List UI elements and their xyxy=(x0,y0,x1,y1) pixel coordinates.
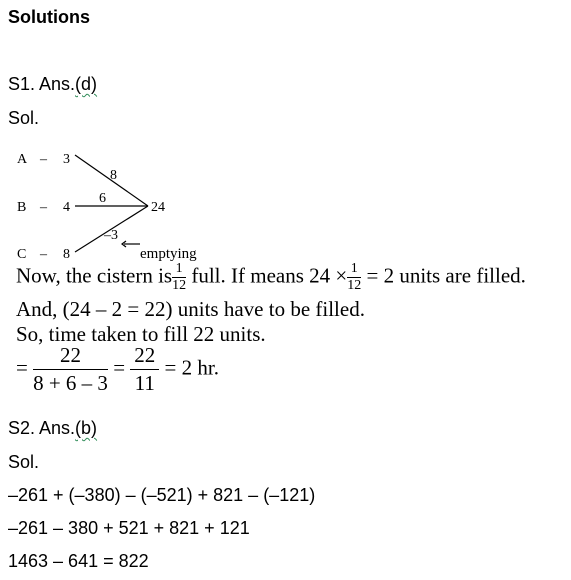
s1-sol-label: Sol. xyxy=(8,108,40,128)
s2-line-2: –261 – 380 + 521 + 821 + 121 xyxy=(8,518,250,538)
edge-c-label: –3 xyxy=(104,228,118,243)
row-b-name: B xyxy=(17,200,27,215)
s1-line-1-b: full. If means 24 × xyxy=(191,263,348,288)
s2-sol-label: Sol. xyxy=(8,452,40,472)
s2-answer-value: (b) xyxy=(75,418,98,438)
edge-b-label: 6 xyxy=(99,191,106,206)
eq-result: = 2 hr. xyxy=(164,355,219,380)
emptying-note: emptying xyxy=(140,246,197,262)
s2-line-1: –261 + (–380) – (–521) + 821 – (–121) xyxy=(8,485,316,505)
row-c-name: C xyxy=(17,247,27,262)
s1-lcm-diagram xyxy=(0,140,300,265)
s1-answer-value: (d) xyxy=(75,74,98,94)
s1-equation xyxy=(16,345,219,394)
s1-line-1-a: Now, the cistern is xyxy=(16,263,173,288)
s1-line-3: So, time taken to fill 22 units. xyxy=(16,322,266,346)
s2-answer-label: S2. Ans. xyxy=(8,418,76,438)
fraction-one-twelfth-2 xyxy=(347,262,361,293)
s1-line-2: And, (24 – 2 = 22) units have to be filled. xyxy=(16,297,365,321)
row-c-dash: – xyxy=(40,247,47,262)
fraction-22-over-11 xyxy=(130,345,159,394)
s2-answer xyxy=(8,418,97,439)
section-title: Solutions xyxy=(8,7,90,27)
eq-mid: = xyxy=(113,355,126,380)
frac-den: 8 + 6 – 3 xyxy=(33,371,108,395)
frac-den: 12 xyxy=(347,278,362,293)
frac-num: 22 xyxy=(33,345,108,370)
row-a-value: 3 xyxy=(63,152,70,167)
row-a-name: A xyxy=(17,152,28,167)
eq-prefix: = xyxy=(16,355,28,380)
frac-num: 22 xyxy=(130,345,159,370)
frac-num: 1 xyxy=(172,262,186,278)
frac-num: 1 xyxy=(347,262,361,278)
frac-den: 11 xyxy=(134,371,155,395)
fraction-22-over-sum xyxy=(33,345,108,394)
s2-line-3: 1463 – 641 = 822 xyxy=(8,551,149,571)
s1-line-1 xyxy=(16,262,526,293)
row-b-dash: – xyxy=(40,200,47,215)
edge-a-label: 8 xyxy=(110,168,117,183)
s1-line-1-c: = 2 units are filled. xyxy=(366,263,526,288)
row-a-dash: – xyxy=(40,152,47,167)
fraction-one-twelfth xyxy=(172,262,186,293)
s1-answer-label: S1. Ans. xyxy=(8,74,76,94)
row-c-value: 8 xyxy=(63,247,70,262)
row-b-value: 4 xyxy=(63,200,70,215)
s1-answer xyxy=(8,74,97,95)
frac-den: 12 xyxy=(172,278,187,293)
lcm-total: 24 xyxy=(151,200,165,215)
